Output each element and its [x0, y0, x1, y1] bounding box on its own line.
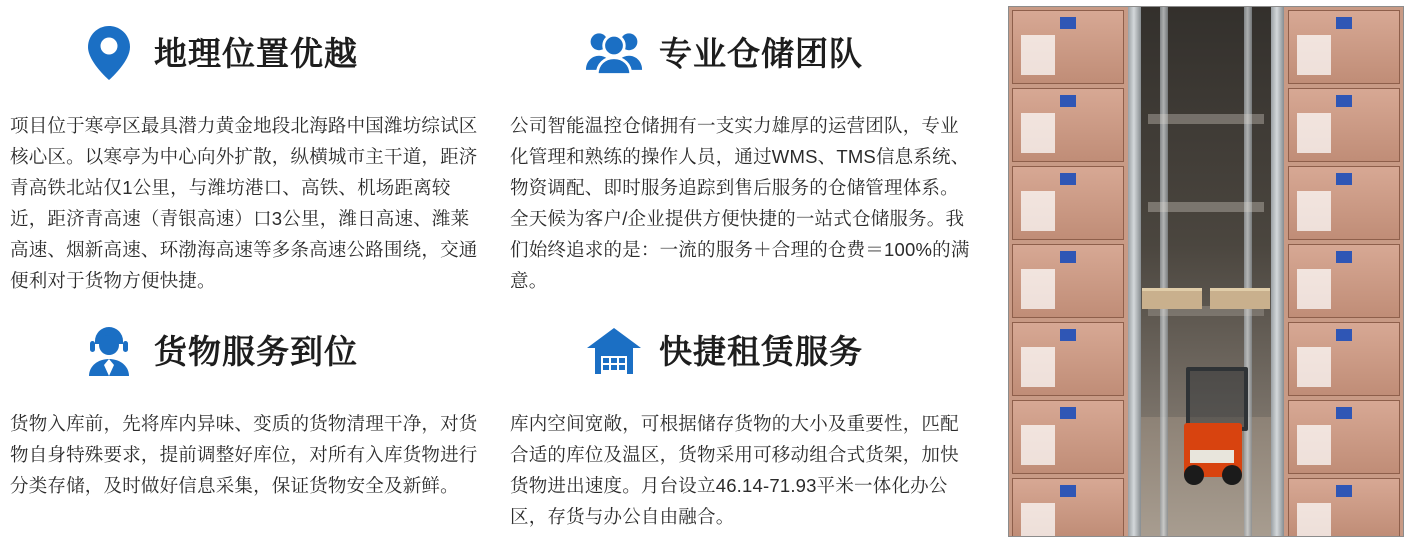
- left-rack-pillar: [1128, 6, 1141, 537]
- feature-header: [0, 300, 490, 394]
- left-rack-pillar-inner: [1160, 6, 1168, 537]
- rack-beam: [1148, 114, 1264, 124]
- feature-body: 公司智能温控仓储拥有一支实力雄厚的运营团队，专业化管理和熟练的操作人员，通过WMS、TMS信息系统、物资调配、即时服务追踪到售后服务的仓储管理体系。全天候为客户/企业提供方便快捷的一站式仓储服务。我们始终追求的是：一流的服务＋合理的仓费＝100%的满意。: [510, 115, 970, 292]
- feature-title: 专业仓储团队: [659, 34, 863, 72]
- forklift: [1176, 365, 1250, 485]
- warehouse-home-icon: [585, 322, 643, 380]
- location-pin-icon: [80, 24, 138, 82]
- forklift-wheel: [1222, 465, 1242, 485]
- feature-body: 项目位于寒亭区最具潜力黄金地段北海路中国潍坊综试区核心区。以寒亭为中心向外扩散，纵横城市主干道，距济青高铁北站仅1公里，与潍坊港口、高铁、机场距离较近，距济青高速（青银高速）口3公里，潍日高速、潍莱高速、烟新高速、环渤海高速等多条高速公路围绕，交通便利对于货物方便快捷。: [10, 115, 478, 292]
- left-box-stack: [1008, 6, 1128, 537]
- feature-header: [510, 0, 990, 96]
- feature-card-rental: [510, 300, 990, 543]
- photo-background: [1008, 6, 1404, 537]
- right-rack-pillar: [1271, 6, 1284, 537]
- warehouse-aisle-photo: [1008, 6, 1404, 537]
- feature-header: [0, 0, 490, 96]
- feature-card-team: [510, 0, 990, 300]
- rack-beam: [1148, 202, 1264, 212]
- right-box-stack: [1284, 6, 1404, 537]
- forklift-plate: [1190, 450, 1234, 463]
- pallet: [1210, 288, 1270, 309]
- feature-body: 货物入库前，先将库内异味、变质的货物清理干净，对货物自身特殊要求，提前调整好库位，对所有入库货物进行分类存储，及时做好信息采集，保证货物安全及新鲜。: [10, 413, 478, 497]
- feature-card-location: [0, 0, 490, 300]
- pallet: [1142, 288, 1202, 309]
- forklift-wheel: [1184, 465, 1204, 485]
- forklift-cage: [1186, 367, 1248, 431]
- feature-title: 快捷租赁服务: [659, 332, 863, 370]
- feature-card-service: [0, 300, 490, 543]
- feature-body: 库内空间宽敞，可根据储存货物的大小及重要性，匹配合适的库位及温区，货物采用可移动组合式货架，加快货物进出速度。月台设立46.14-71.93平米一体化办公区，存货与办公自由融合。: [510, 413, 959, 528]
- service-agent-icon: [80, 322, 138, 380]
- feature-title: 地理位置优越: [154, 34, 358, 72]
- feature-header: [510, 300, 990, 394]
- feature-title: 货物服务到位: [154, 332, 358, 370]
- team-people-icon: [585, 24, 643, 82]
